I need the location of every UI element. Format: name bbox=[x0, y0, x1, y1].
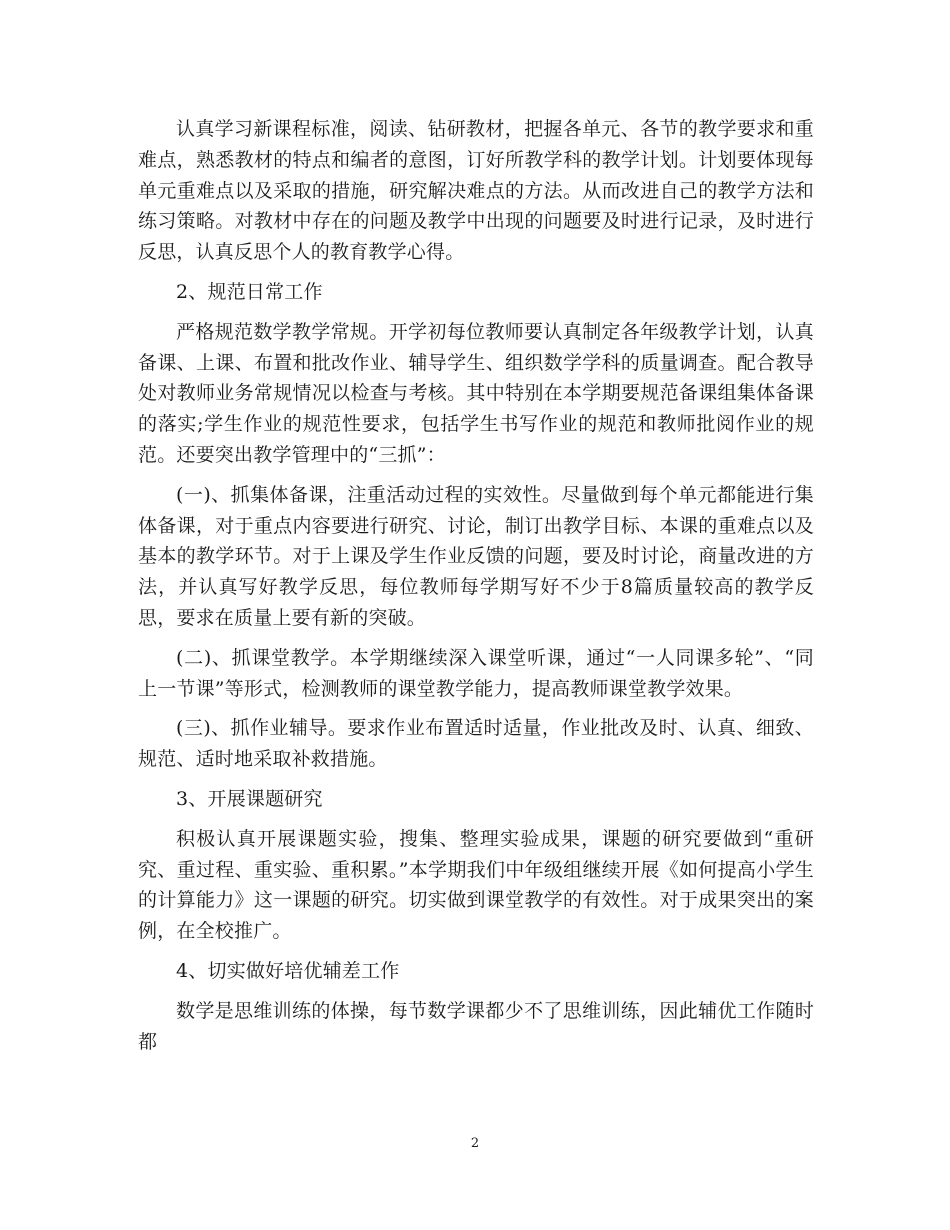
document-body bbox=[138, 114, 814, 1057]
paragraph-homework-tutoring: (三)、抓作业辅导。要求作业布置适时适量，作业批改及时、认真、细致、规范、适时地采取补救措施。 bbox=[138, 717, 814, 771]
paragraph-research-projects: 积极认真开展课题实验，搜集、整理实验成果，课题的研究要做到“重研究、重过程、重实验、重积累。”本学期我们中年级组继续开展《如何提高小学生的计算能力》这一课题的研究。切实做到课堂教学的有效性。对于成果突出的案例，在全校推广。 bbox=[138, 827, 814, 943]
page-number: 2 bbox=[470, 1136, 480, 1151]
paragraph-teaching-routine: 严格规范数学教学常规。开学初每位教师要认真制定各年级教学计划，认真备课、上课、布置和批改作业、辅导学生、组织数学学科的质量调查。配合教导处对教师业务常规情况以检查与考核。其中特别在本学期要规范备课组集体备课的落实;学生作业的规范性要求，包括学生书写作业的规范和教师批阅作业的规范。还要突出教学管理中的“三抓”： bbox=[138, 320, 814, 466]
heading-tutoring-work: 4、切实做好培优辅差工作 bbox=[176, 959, 400, 982]
heading-research-projects: 3、开展课题研究 bbox=[176, 787, 323, 810]
paragraph-study-curriculum: 认真学习新课程标准，阅读、钻研教材，把握各单元、各节的教学要求和重难点，熟悉教材的特点和编者的意图，订好所教学科的教学计划。计划要体现每单元重难点以及采取的措施，研究解决难点的方法。从而改进自己的教学方法和练习策略。对教材中存在的问题及教学中出现的问题要及时进行记录，及时进行反思，认真反思个人的教育教学心得。 bbox=[138, 118, 814, 264]
paragraph-thinking-training: 数学是思维训练的体操，每节数学课都少不了思维训练，因此辅优工作随时都 bbox=[138, 999, 814, 1053]
heading-standardize-daily-work: 2、规范日常工作 bbox=[176, 280, 323, 303]
paragraph-collective-lesson-prep: (一)、抓集体备课，注重活动过程的实效性。尽量做到每个单元都能进行集体备课，对于重点内容要进行研究、讨论，制订出教学目标、本课的重难点以及基本的教学环节。对于上课及学生作业反馈的问题，要及时讨论，商量改进的方法，并认真写好教学反思，每位教师每学期写好不少于8篇质量较高的教学反思，要求在质量上要有新的突破。 bbox=[138, 483, 814, 629]
paragraph-classroom-teaching: (二)、抓课堂教学。本学期继续深入课堂听课，通过“一人同课多轮”、“同上一节课”等形式，检测教师的课堂教学能力，提高教师课堂教学效果。 bbox=[138, 646, 814, 700]
